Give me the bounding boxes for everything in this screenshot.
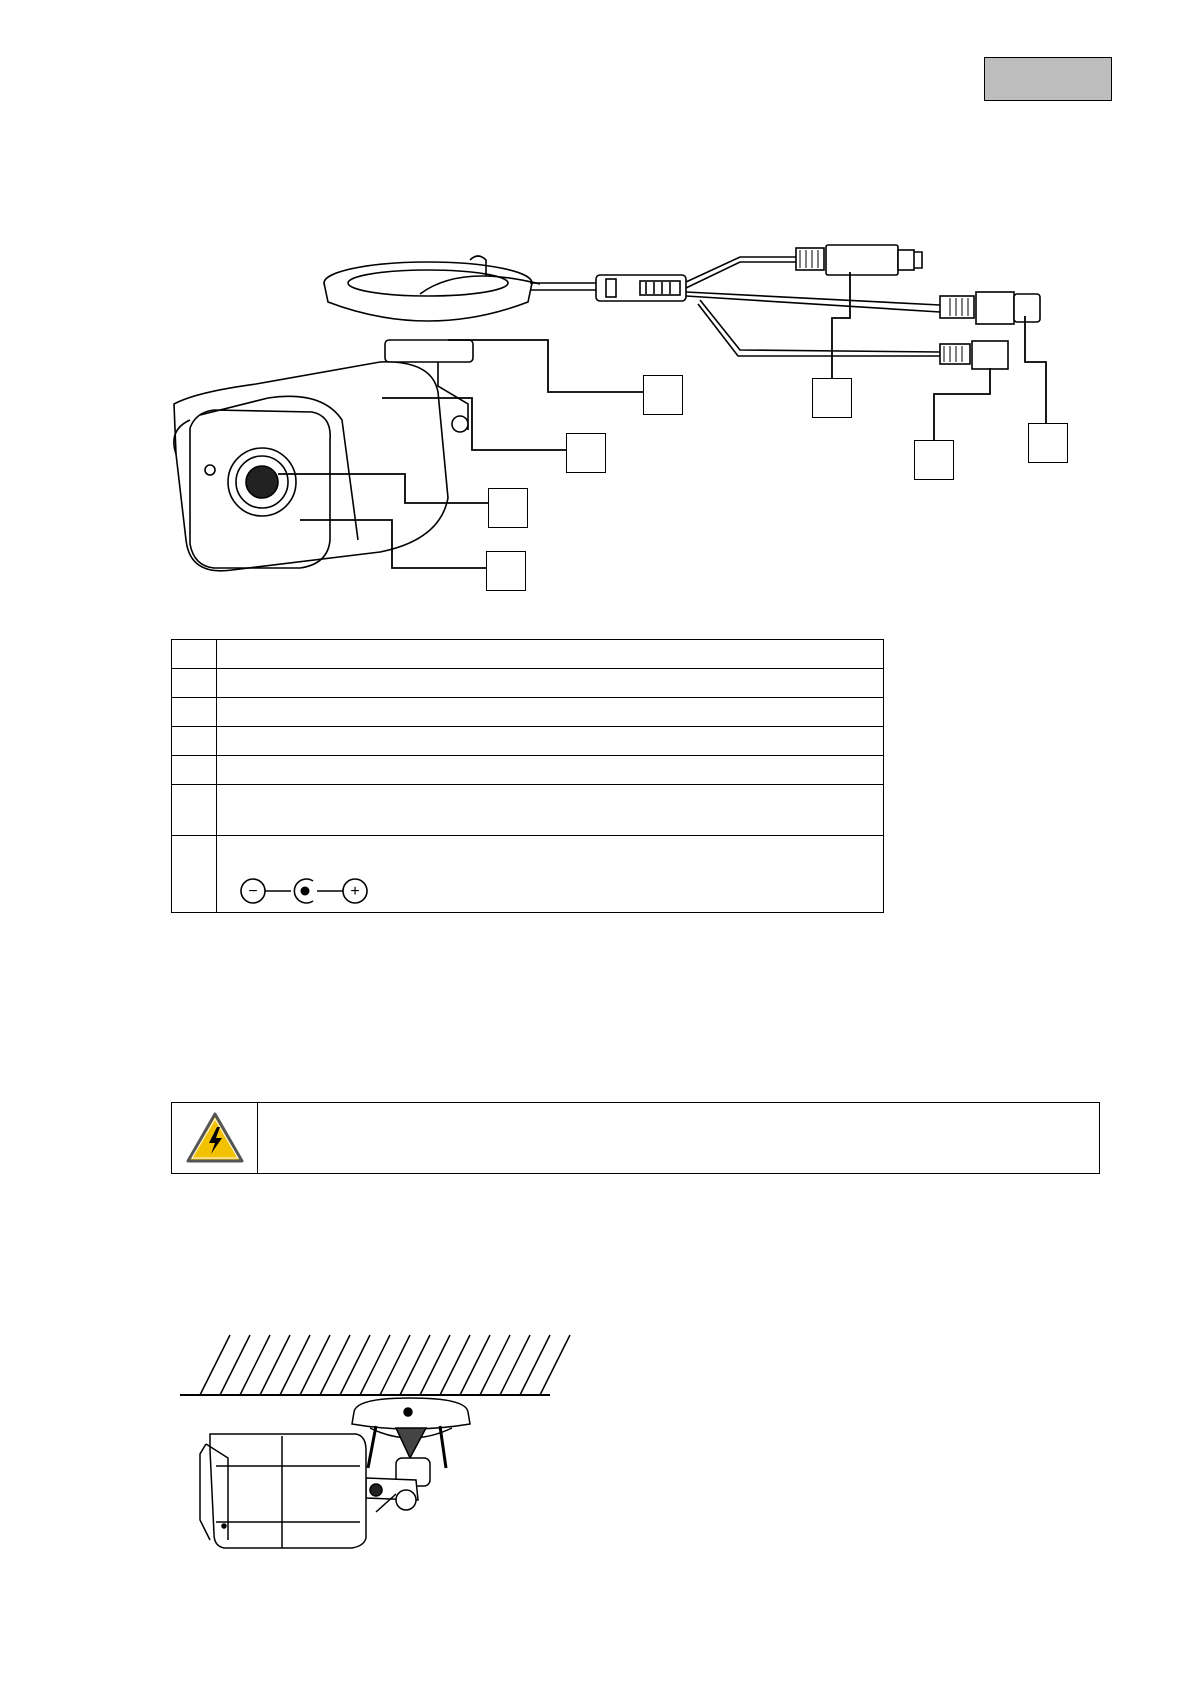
legend-text (217, 698, 884, 727)
table-row (172, 640, 884, 669)
warning-box (171, 1102, 1100, 1174)
warning-icon-cell (172, 1103, 258, 1173)
legend-num (172, 756, 217, 785)
legend-text (217, 727, 884, 756)
bracket (366, 1458, 430, 1512)
polarity-minus: − (248, 883, 258, 900)
legend-table (171, 639, 884, 913)
callout-box (1028, 423, 1068, 463)
mount-base (324, 256, 540, 321)
warning-text (258, 1103, 1099, 1173)
legend-num (172, 669, 217, 698)
legend-num (172, 836, 217, 913)
table-row (172, 727, 884, 756)
dc-polarity-icon (239, 876, 379, 906)
ceiling-mount-figure (170, 1330, 590, 1560)
legend-num (172, 785, 217, 836)
camera-body (200, 1434, 366, 1548)
legend-text (217, 640, 884, 669)
callout-box (812, 378, 852, 418)
table-row (172, 836, 884, 913)
callout-box (488, 488, 528, 528)
legend-num (172, 698, 217, 727)
camera-body (174, 362, 448, 571)
polarity-plus: + (350, 883, 360, 900)
callout-box (486, 551, 526, 591)
legend-text (217, 669, 884, 698)
callout-box (643, 375, 683, 415)
callout-box (566, 433, 606, 473)
camera-overview-diagram (0, 0, 1190, 600)
ceiling-hatch (180, 1335, 570, 1395)
high-voltage-warning-icon (185, 1111, 245, 1165)
table-row (172, 698, 884, 727)
legend-text-polarity (217, 836, 884, 913)
cable (530, 245, 1040, 369)
callout-box (914, 440, 954, 480)
legend-num (172, 640, 217, 669)
table-row (172, 669, 884, 698)
legend-text (217, 785, 884, 836)
table-row (172, 756, 884, 785)
legend-text (217, 756, 884, 785)
table-row (172, 785, 884, 836)
legend-num (172, 727, 217, 756)
